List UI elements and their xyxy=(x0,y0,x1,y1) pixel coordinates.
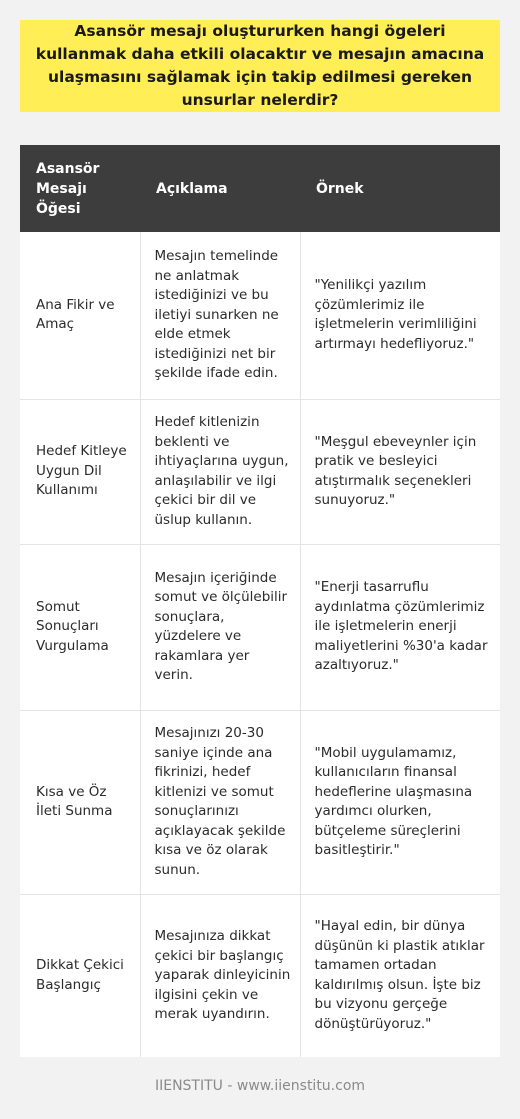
example-cell: "Enerji tasarruflu aydınlatma çözümlerimiz ile işletmelerin enerji maliyetlerini %30'a kadar azaltıyoruz." xyxy=(314,579,488,674)
example-cell: "Yenilikçi yazılım çözümlerimiz ile işletmelerin verimliliğini artırmayı hedefliyoruz." xyxy=(314,277,477,352)
example-cell: "Hayal edin, bir dünya düşünün ki plastik atıklar tamamen ortadan kaldırılmış olsun. İşte biz bu vizyonu gerçeğe dönüştürüyoruz." xyxy=(314,918,485,1032)
header-row xyxy=(20,145,500,232)
element-cell: Hedef Kitleye Uygun Dil Kullanımı xyxy=(20,399,140,544)
element-cell: Dikkat Çekici Başlangıç xyxy=(20,894,140,1057)
table-row xyxy=(20,894,500,1057)
element-cell: Kısa ve Öz İleti Sunma xyxy=(20,710,140,894)
description-cell: Hedef kitlenizin beklenti ve ihtiyaçlarına uygun, anlaşılabilir ve ilgi çekici bir dil ve üslup kullanın. xyxy=(140,399,300,544)
description-cell: Mesajınızı 20-30 saniye içinde ana fikrinizi, hedef kitlenizi ve somut sonuçlarınızı açıklayacak şekilde kısa ve öz olarak sunun. xyxy=(140,710,300,894)
table-row xyxy=(20,544,500,710)
title-banner xyxy=(20,20,500,112)
elevator-pitch-table xyxy=(20,145,500,1057)
page-title: Asansör mesajı oluştururken hangi ögeleri kullanmak daha etkili olacaktır ve mesajın amacına ulaşmasını sağlamak için takip edilmesi gereken unsurlar nelerdir? xyxy=(35,22,485,109)
example-cell: "Meşgul ebeveynler için pratik ve besleyici atıştırmalık seçenekleri sunuyoruz." xyxy=(314,433,477,508)
description-cell: Mesajınıza dikkat çekici bir başlangıç yaparak dinleyicinin ilgisini çekin ve merak uyandırın. xyxy=(140,894,300,1057)
table-body xyxy=(20,232,500,1057)
column-header-description: Açıklama xyxy=(156,180,228,197)
element-cell: Ana Fikir ve Amaç xyxy=(20,232,140,399)
description-cell: Mesajın temelinde ne anlatmak istediğinizi ve bu iletiyi sunarken ne elde etmek istediğinizi net bir şekilde ifade edin. xyxy=(140,232,300,399)
table-row xyxy=(20,399,500,544)
table-header xyxy=(20,145,500,232)
column-header-example: Örnek xyxy=(316,180,364,197)
description-cell: Mesajın içeriğinde somut ve ölçülebilir sonuçlara, yüzdelere ve rakamlara yer verin. xyxy=(140,544,300,710)
table-row xyxy=(20,232,500,399)
column-header-element: Asansör Mesajı Öğesi xyxy=(36,160,100,217)
element-cell: Somut Sonuçları Vurgulama xyxy=(20,544,140,710)
example-cell: "Mobil uygulamamız, kullanıcıların finansal hedeflerine ulaşmasına yardımcı olurken, bütçeleme süreçlerini basitleştirir." xyxy=(314,744,473,858)
footer-credit: IIENSTITU - www.iienstitu.com xyxy=(154,1078,366,1094)
table-row xyxy=(20,710,500,894)
comparison-table xyxy=(20,145,500,1057)
